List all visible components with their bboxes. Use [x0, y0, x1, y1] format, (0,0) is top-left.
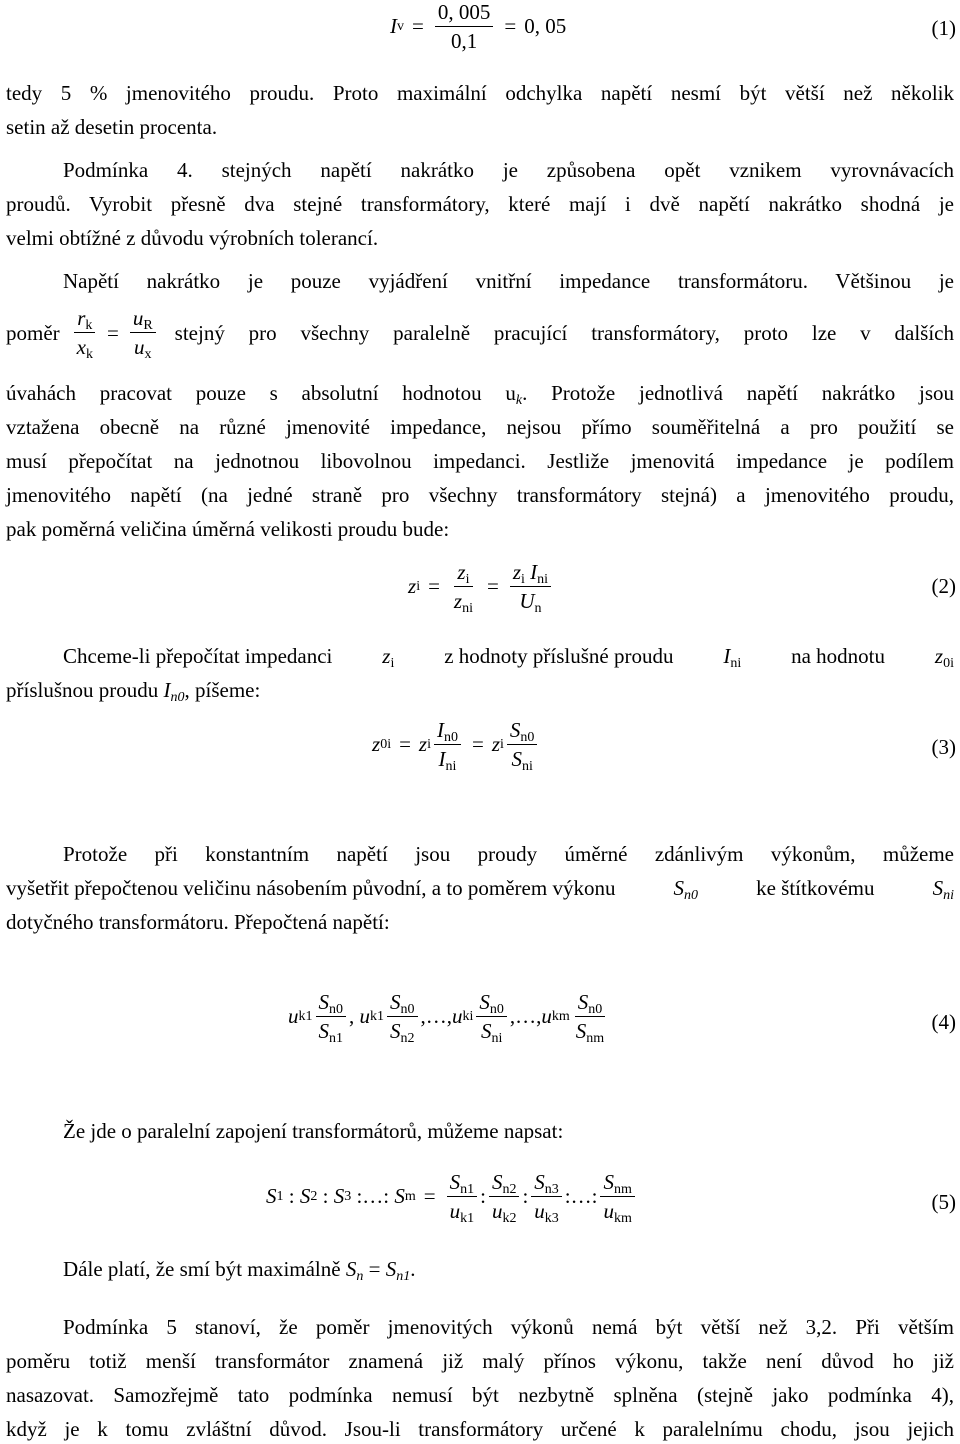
paragraph-8-line-3: nasazovat. Samozřejmě tato podmínka nemusí být nezbytně splněna (stejně jako podmínka 4), — [6, 1383, 954, 1407]
paragraph-2-line-3: velmi obtížné z důvodu výrobních tolerancí. — [6, 226, 379, 250]
paragraph-3-line-3: úvahách pracovat pouze s absolutní hodnotou $u_k$. Protože jednotlivá napětí nakrátko jsou — [6, 381, 954, 408]
equation-2: z i = $\frac{z_i}{z_{ni}}$ = $\frac{z_i I_{ni}}{U_n}$ — [408, 560, 554, 613]
paragraph-3-line-2-text: stejný pro všechny paralelně pracující transformátory, proto lze v dalších — [174, 320, 954, 345]
paragraph-2-line-2: proudů. Vyrobit přesně dva stejné transformátory, které mají i dvě napětí nakrátko shodná je — [6, 192, 954, 216]
paragraph-4-line-2: příslušnou proudu $I_{n0}$, píšeme: — [6, 678, 261, 705]
paragraph-2-line-1: Podmínka 4. stejných napětí nakrátko je způsobena opět vznikem vyrovnávacích — [63, 158, 954, 182]
paragraph-3-line-7: pak poměrná veličina úměrná velikosti proudu bude: — [6, 517, 450, 541]
paragraph-3-line-2: poměr $\frac{r_k}{x_k}$ = $\frac{u_R}{u_x}$ stejný pro všechny paralelně pracující transformátory, proto lze v dalších — [6, 306, 954, 362]
eq1-result: 0, 05 — [524, 14, 567, 38]
paragraph-3-line-6: jmenovitého napětí (na jedné straně pro všechny transformátory stejná) a jmenovitého proudu, — [6, 483, 954, 507]
equation-4: u k1 $\frac{S_{n0}}{S_{n1}}$ , u k1 $\frac{S_{n0}}{S_{n2}}$ ,…, u ki $\frac{S_{n0}}{S_{ni}}$ ,…, u km $\frac{S_{n0}}{S_{nm}}$ — [288, 990, 605, 1046]
equation-3: z 0i = z i $\frac{I_{n0}}{I_{ni}}$ = z i $\frac{S_{n0}}{S_{ni}}$ — [372, 718, 540, 771]
paragraph-3-line-5: musí přepočítat na jednotnou libovolnou impedanci. Jestliže jmenovitá impedance je podílem — [6, 449, 954, 473]
equation-1-number: (1) — [931, 16, 956, 40]
paragraph-3-line-1: Napětí nakrátko je pouze vyjádření vnitřní impedance transformátoru. Většinou je — [63, 269, 954, 293]
equation-2-number: (2) — [931, 574, 956, 598]
paragraph-5-line-1: Protože při konstantním napětí jsou proudy úměrné zdánlivým výkonům, můžeme — [63, 842, 954, 866]
paragraph-8-line-1: Podmínka 5 stanoví, že poměr jmenovitých výkonů nemá být větší než 3,2. Při větším — [63, 1315, 954, 1339]
equation-1: I v = $\frac{0, 005}{0,1}$ = 0, 05 — [390, 0, 567, 53]
eq1-denominator: 0,1 — [450, 29, 478, 53]
equation-4-number: (4) — [931, 1010, 956, 1034]
paragraph-8-line-4: když je k tomu zvláštní důvod. Jsou-li transformátory určené k paralelnímu chodu, jsou jejich — [6, 1417, 954, 1441]
equation-5: S 1 : S 2 : S 3 :…: S m = $\frac{S_{n1}}{u_{k1}}$ : $\frac{S_{n2}}{u_{k2}}$ : $\frac{S_{n3}}{u_{k3}}$ :…: $\frac{S_{nm}}{u_{km}}$ — [266, 1170, 638, 1223]
paragraph-1-line-2: setin až desetin procenta. — [6, 115, 218, 139]
paragraph-4-line-1: Chceme-li přepočítat impedanci $z_i$ z hodnoty příslušné proudu $I_{ni}$ na hodnotu $z_{0i}$ — [63, 644, 954, 671]
paragraph-5-line-3: dotyčného transformátoru. Přepočtená napětí: — [6, 910, 390, 934]
word-pomer: poměr — [6, 320, 60, 345]
paragraph-1-line-1: tedy 5 % jmenovitého proudu. Proto maximální odchylka napětí nesmí být větší než několik — [6, 81, 954, 105]
paragraph-7-line-1: Dále platí, že smí být maximálně $S_n = S_{n1}$. — [63, 1257, 416, 1284]
paragraph-8-line-2: poměru totiž menší transformátor znamená již malý přínos výkonu, takže není důvod ho již — [6, 1349, 954, 1373]
equation-5-number: (5) — [931, 1190, 956, 1214]
paragraph-5-line-2: vyšetřit přepočtenou veličinu násobením původní, a to poměrem výkonu $S_{n0}$ ke štítkovému $S_{ni}$ — [6, 876, 954, 903]
paragraph-6-line-1: Že jde o paralelní zapojení transformátorů, můžeme napsat: — [63, 1119, 564, 1143]
equation-3-number: (3) — [931, 735, 956, 759]
paragraph-3-line-4: vztažena obecně na různé jmenovité impedance, nejsou přímo souměřitelná a pro použití se — [6, 415, 954, 439]
eq1-numerator: 0, 005 — [435, 0, 494, 27]
